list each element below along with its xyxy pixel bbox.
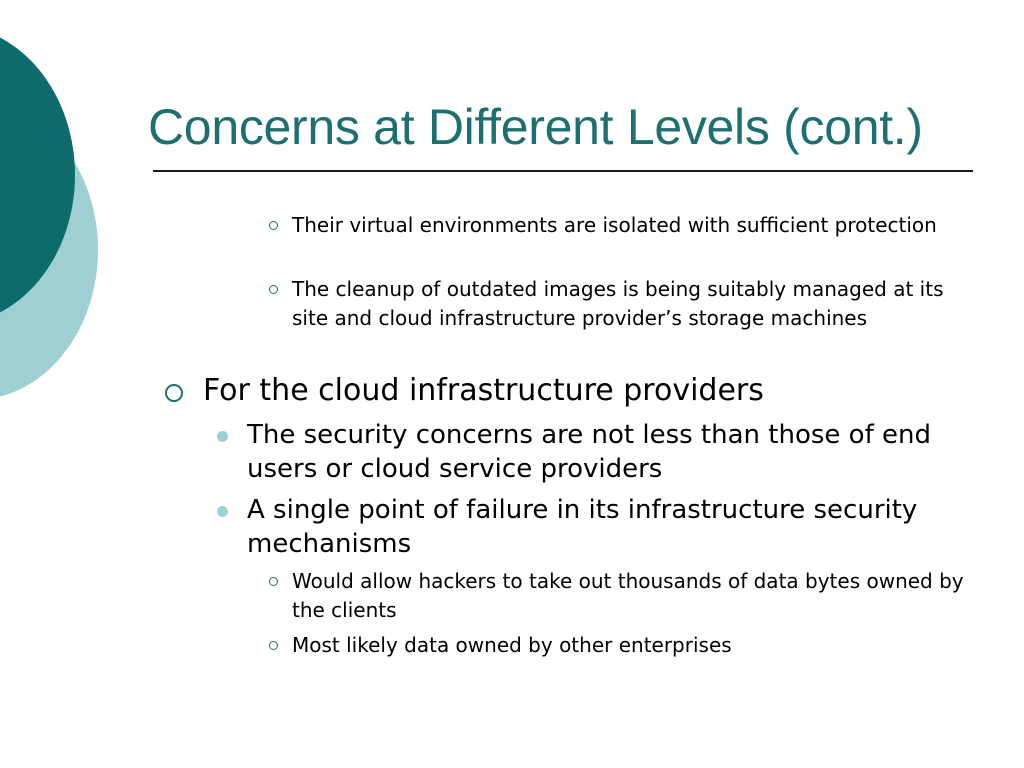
bullet-text: Would allow hackers to take out thousands of data bytes owned by the clients — [292, 569, 964, 622]
filled-dot-icon — [217, 506, 228, 517]
title-divider — [153, 170, 973, 172]
bullet-text: A single point of failure in its infrastructure security mechanisms — [247, 495, 918, 559]
small-hollow-circle-icon — [269, 641, 278, 650]
bullet-text: For the cloud infrastructure providers — [203, 373, 764, 408]
sub-bullet-cleanup — [292, 275, 982, 333]
filled-dot-icon — [217, 431, 228, 442]
bullet-single-point-failure — [247, 493, 977, 561]
small-hollow-circle-icon — [269, 285, 278, 294]
small-hollow-circle-icon — [269, 577, 278, 586]
sub-bullet-isolation — [292, 211, 982, 240]
bullet-text: The security concerns are not less than those of end users or cloud service providers — [247, 420, 931, 484]
slide-title: Concerns at Different Levels (cont.) — [148, 99, 923, 155]
bullet-security-concerns — [247, 418, 977, 486]
bullet-text: Their virtual environments are isolated with sufficient protection — [292, 213, 937, 237]
sub-bullet-hackers — [292, 567, 982, 625]
bullet-text: The cleanup of outdated images is being suitably managed at its site and cloud infrastructure provider’s storage machines — [292, 277, 944, 330]
small-hollow-circle-icon — [269, 221, 278, 230]
bullet-text: Most likely data owned by other enterprises — [292, 633, 732, 657]
hollow-circle-icon — [165, 384, 183, 402]
sub-bullet-other-enterprises — [292, 631, 982, 660]
bullet-infrastructure-providers — [203, 374, 1003, 408]
